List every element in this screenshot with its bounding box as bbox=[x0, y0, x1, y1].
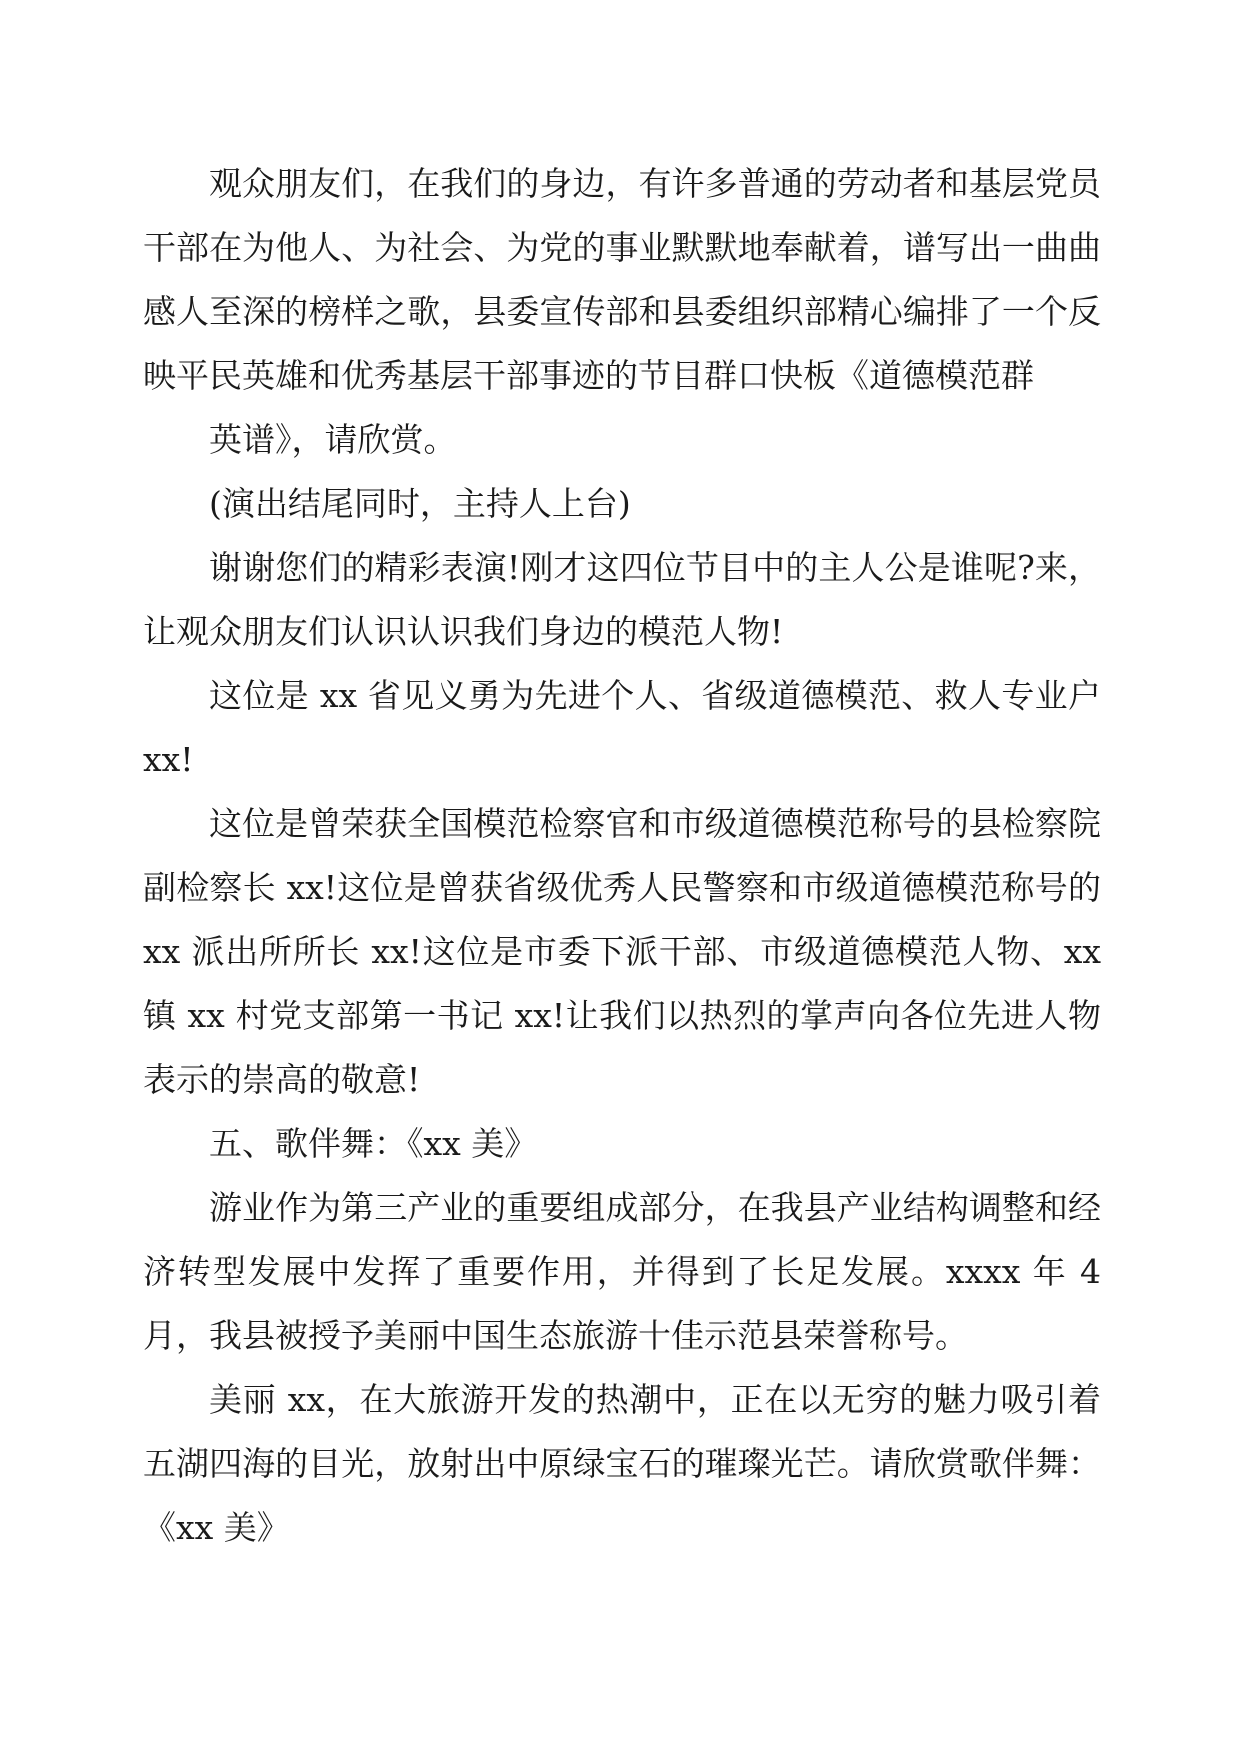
paragraph-thanks: 谢谢您们的精彩表演!刚才这四位节目中的主人公是谁呢?来，让观众朋友们认识认识我们身边的模范人物! bbox=[143, 548, 1101, 651]
document-page bbox=[143, 152, 1101, 1560]
paragraph-tourism: 游业作为第三产业的重要组成部分，在我县产业结构调整和经济转型发展中发挥了重要作用，并得到了长足发展。xxxx 年 4 月，我县被授予美丽中国生态旅游十佳示范县荣誉称号。 bbox=[143, 1188, 1101, 1355]
paragraph-closing: 美丽 xx，在大旅游开发的热潮中，正在以无穷的魅力吸引着五湖四海的目光，放射出中原绿宝石的璀璨光芒。请欣赏歌伴舞：《xx 美》 bbox=[143, 1380, 1101, 1547]
paragraph-hero-2: 这位是曾荣获全国模范检察官和市级道德模范称号的县检察院副检察长 xx!这位是曾获省级优秀人民警察和市级道德模范称号的 xx 派出所所长 xx!这位是市委下派干部、市级道德模范人物、xx 镇 xx 村党支部第一书记 xx!让我们以热烈的掌声向各位先进人物表示的崇高的敬意! bbox=[143, 804, 1101, 1099]
section-heading: 五、歌伴舞：《xx 美》 bbox=[209, 1124, 538, 1163]
paragraph-intro-continued: 英谱》，请欣赏。 bbox=[209, 420, 457, 459]
paragraph-intro: 观众朋友们，在我们的身边，有许多普通的劳动者和基层党员干部在为他人、为社会、为党的事业默默地奉献着，谱写出一曲曲感人至深的榜样之歌，县委宣传部和县委组织部精心编排了一个反映平民英雄和优秀基层干部事迹的节目群口快板《道德模范群 bbox=[143, 164, 1101, 395]
stage-direction: (演出结尾同时，主持人上台) bbox=[209, 484, 631, 523]
paragraph-hero-1: 这位是 xx 省见义勇为先进个人、省级道德模范、救人专业户 xx! bbox=[143, 676, 1101, 779]
